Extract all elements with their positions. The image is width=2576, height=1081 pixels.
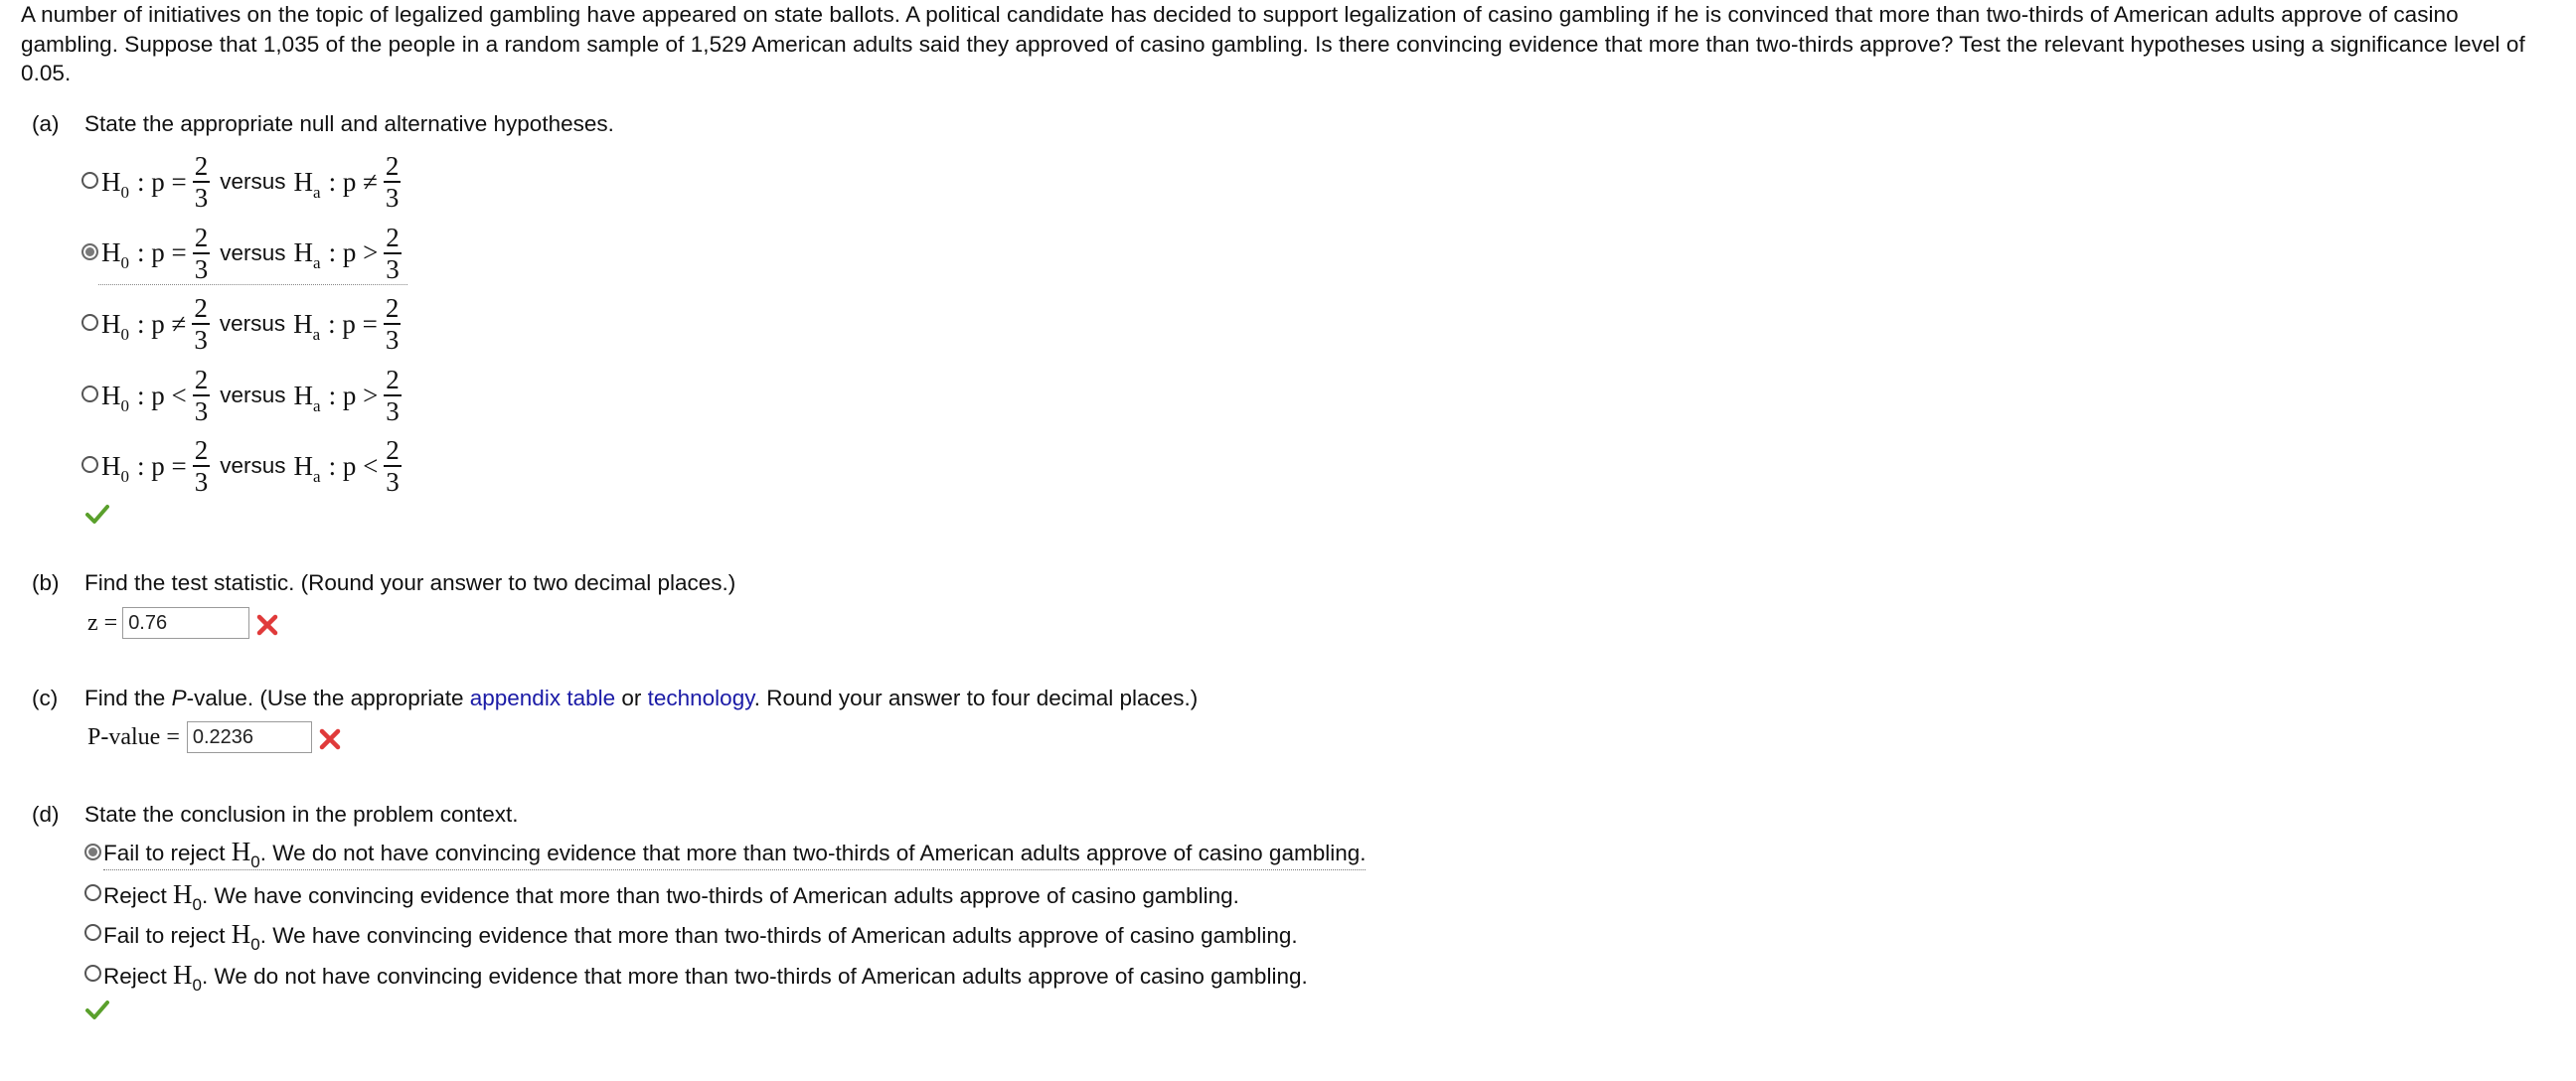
conclusion-option-2[interactable] — [84, 875, 1239, 913]
fraction: $\frac{2}{3}$ — [194, 151, 209, 213]
radio-button[interactable] — [81, 314, 98, 331]
h0-relation: : p < — [137, 380, 187, 410]
h0-relation: : p = — [137, 166, 187, 197]
versus-text: versus — [220, 453, 286, 478]
fraction: $\frac{2}{3}$ — [386, 365, 400, 426]
radio-button-selected[interactable] — [84, 844, 101, 860]
part-a-prompt: State the appropriate null and alternative hypotheses. — [84, 111, 614, 136]
conclusion-text: Reject $H_0$. We do not have convincing evidence that more than two-thirds of American adults approve of casino gambling. — [103, 959, 1308, 995]
h0-symbol: H — [101, 166, 121, 197]
h0-symbol: H — [101, 450, 121, 481]
p-value-row — [87, 721, 342, 753]
correct-check-icon — [85, 503, 109, 525]
hypothesis-option-1[interactable]: $H_0$ : p = $\frac{2}{3}$ versus $H_a$ : p ≠ $\frac{2}{3}$ — [81, 147, 406, 217]
fraction: $\frac{2}{3}$ — [194, 435, 209, 497]
radio-button[interactable] — [81, 456, 98, 473]
fraction: $\frac{2}{3}$ — [385, 293, 400, 355]
part-c-label: (c) — [32, 686, 59, 710]
hypothesis-option-5[interactable]: $H_0$ : p = $\frac{2}{3}$ versus $H_a$ : p < $\frac{2}{3}$ — [81, 431, 407, 501]
radio-button[interactable] — [84, 884, 101, 901]
test-statistic-input[interactable]: 0.76 — [122, 607, 249, 639]
fraction: $\frac{2}{3}$ — [386, 222, 400, 284]
versus-text: versus — [220, 383, 286, 407]
versus-text: versus — [220, 169, 286, 194]
radio-button-selected[interactable] — [81, 243, 98, 260]
ha-symbol: H — [293, 237, 314, 267]
hypothesis-option-3[interactable]: $H_0$ : p ≠ $\frac{2}{3}$ versus $H_a$ : p = $\frac{2}{3}$ — [81, 289, 406, 359]
hypothesis-option-4[interactable]: $H_0$ : p < $\frac{2}{3}$ versus $H_a$ : p > $\frac{2}{3}$ — [81, 361, 407, 430]
conclusion-text: Fail to reject $H_0$. We have convincing evidence that more than two-thirds of American adults approve of casino gambling. — [103, 918, 1298, 954]
fraction: $\frac{2}{3}$ — [194, 293, 208, 355]
conclusion-text: Fail to reject $H_0$. We do not have convincing evidence that more than two-thirds of American adults approve of casino gambling. — [103, 837, 1367, 871]
conclusion-option-4[interactable] — [84, 956, 1308, 994]
p-value-label: P-value = — [87, 723, 180, 750]
ha-relation: : p ≠ — [328, 166, 378, 197]
fraction: $\frac{2}{3}$ — [386, 435, 400, 497]
radio-button[interactable] — [81, 386, 98, 402]
h0-symbol: H — [101, 237, 121, 267]
ha-symbol: H — [293, 308, 313, 339]
h0-symbol: H — [101, 308, 121, 339]
h0-relation: : p = — [137, 237, 187, 267]
appendix-table-link[interactable]: appendix table — [469, 686, 616, 710]
ha-relation: : p = — [328, 308, 378, 339]
z-label: z = — [87, 609, 118, 636]
conclusion-option-1[interactable] — [84, 835, 1366, 872]
fraction: $\frac{2}{3}$ — [194, 365, 209, 426]
part-d-prompt: State the conclusion in the problem context. — [84, 802, 519, 827]
incorrect-x-icon — [255, 613, 279, 637]
fraction: $\frac{2}{3}$ — [385, 151, 400, 213]
h0-symbol: H — [101, 380, 121, 410]
selected-hypothesis: $H_0$ : p = $\frac{2}{3}$ versus $H_a$ : p > $\frac{2}{3}$ — [98, 223, 407, 285]
conclusion-option-3[interactable] — [84, 915, 1298, 953]
ha-symbol: H — [293, 166, 314, 197]
ha-relation: : p > — [328, 237, 379, 267]
test-statistic-row — [87, 607, 279, 639]
radio-button[interactable] — [84, 965, 101, 982]
part-c-prompt: Find the P-value. (Use the appropriate appendix table or technology. Round your answer to four decimal places.) — [84, 686, 1199, 710]
radio-button[interactable] — [84, 924, 101, 941]
versus-text: versus — [220, 239, 286, 265]
h0-relation: : p = — [137, 450, 187, 481]
part-d-label: (d) — [32, 802, 60, 827]
ha-relation: : p < — [328, 450, 379, 481]
incorrect-x-icon — [318, 727, 342, 751]
ha-symbol: H — [293, 380, 314, 410]
part-b-prompt: Find the test statistic. (Round your answer to two decimal places.) — [84, 570, 736, 595]
hypothesis-option-2[interactable] — [81, 219, 407, 288]
part-a-label: (a) — [32, 111, 60, 136]
ha-relation: : p > — [328, 380, 379, 410]
technology-link[interactable]: technology — [647, 686, 754, 710]
h0-relation: : p ≠ — [137, 308, 187, 339]
conclusion-text: Reject $H_0$. We have convincing evidence that more than two-thirds of American adults approve of casino gambling. — [103, 878, 1239, 914]
correct-check-icon — [85, 999, 109, 1020]
versus-text: versus — [219, 311, 286, 336]
ha-symbol: H — [293, 450, 314, 481]
radio-button[interactable] — [81, 172, 98, 189]
part-b-label: (b) — [32, 570, 60, 595]
p-value-input[interactable]: 0.2236 — [187, 721, 312, 753]
problem-statement: A number of initiatives on the topic of legalized gambling have appeared on state ballots. A political candidate has decided to support legalization of casino gambling if he is convinced that more than two-thirds of American adults approve of casino gambling. Suppose that 1,035 of the people in a random sample of 1,529 American adults said they approved of casino gambling. Is there convincing evidence that more than two-thirds approve? Test the relevant hypotheses using a significance level of 0.05. — [21, 2, 2525, 85]
fraction: $\frac{2}{3}$ — [194, 222, 209, 284]
